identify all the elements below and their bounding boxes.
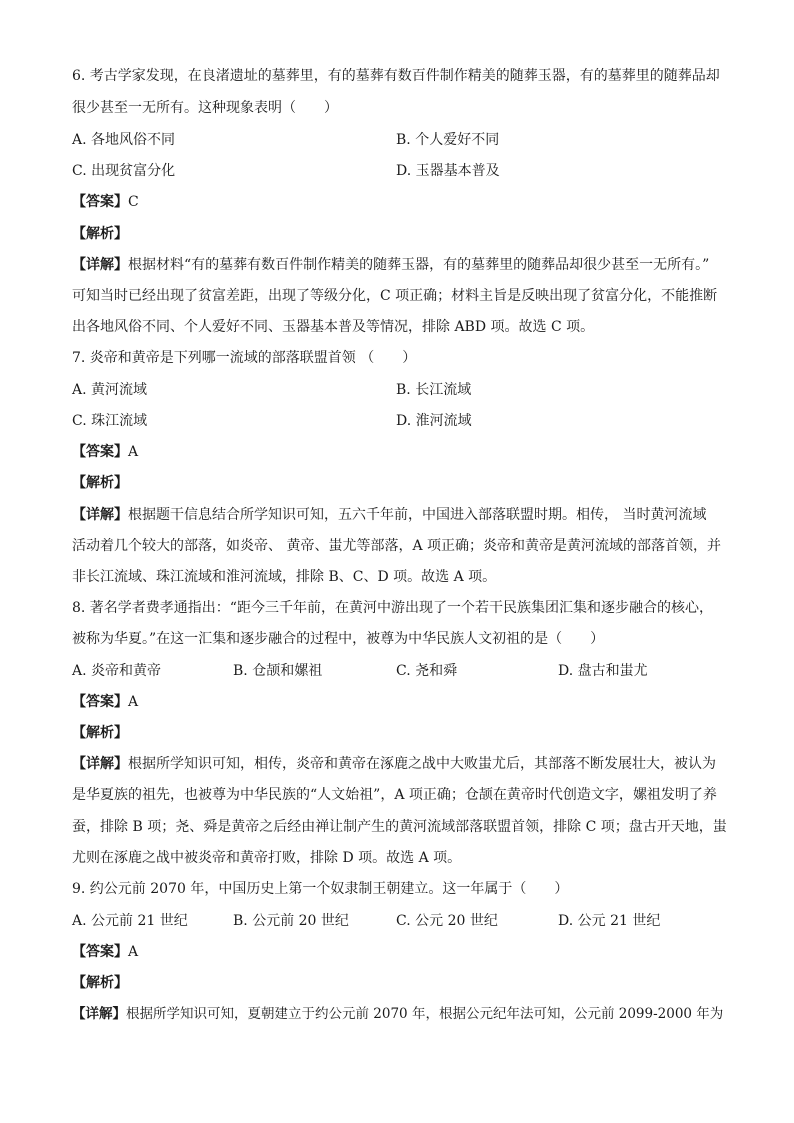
question-7-stem-line-1: 7. 炎帝和黄帝是下列哪一流域的部落联盟首领 （ ） [72, 350, 417, 366]
detail-label: 【详解】 [72, 756, 128, 772]
answer-label: 【答案】 [72, 194, 128, 210]
question-8-option-a: A. 炎帝和黄帝 [72, 663, 162, 679]
question-8-option-d: D. 盘古和蚩尤 [558, 663, 648, 679]
question-8-stem-line-2: 被称为华夏。”在这一汇集和逐步融合的过程中，被尊为中华民族人文初祖的是（ ） [72, 631, 605, 647]
detail-text: 根据所学知识可知，夏朝建立于约公元前 2070 年，根据公元纪年法可知，公元前 2099-2000 年为 [126, 1006, 724, 1022]
question-7-detail-line-3: 非长江流域、珠江流域和淮河流域，排除 B、C、D 项。故选 A 项。 [72, 569, 497, 585]
detail-text: 根据所学知识可知，相传，炎帝和黄帝在涿鹿之战中大败蚩尤后，其部落不断发展壮大，被认为 [128, 756, 716, 772]
question-9-option-b: B. 公元前 20 世纪 [233, 913, 349, 929]
detail-label: 【详解】 [72, 507, 128, 523]
question-7-option-a: A. 黄河流域 [72, 382, 148, 398]
question-7-option-c: C. 珠江流域 [72, 413, 148, 429]
question-7-option-d: D. 淮河流域 [396, 413, 472, 429]
question-7-analysis-label: 【解析】 [72, 475, 128, 491]
question-8-detail-line-1 [72, 755, 732, 773]
question-8-option-c: C. 尧和舜 [396, 663, 458, 679]
detail-text: 根据题干信息结合所学知识可知，五六千年前，中国进入部落联盟时期。相传， 当时黄河流域 [128, 507, 707, 523]
answer-value: A [128, 444, 139, 460]
question-6-stem-line-1: 6. 考古学家发现，在良渚遗址的墓葬里，有的墓葬有数百件制作精美的随葬玉器，有的墓葬里的随葬品却 [72, 68, 720, 84]
answer-value: A [128, 944, 139, 960]
question-6-detail-line-1 [72, 256, 732, 274]
answer-value: C [128, 194, 139, 210]
detail-label: 【详解】 [72, 1006, 126, 1022]
answer-label: 【答案】 [72, 694, 128, 710]
question-6-option-d: D. 玉器基本普及 [396, 163, 500, 179]
question-7-detail-line-2: 活动着几个较大的部落，如炎帝、 黄帝、蚩尤等部落，A 项正确；炎帝和黄帝是黄河流域的部落首领，并 [72, 538, 722, 554]
question-9-analysis-label: 【解析】 [72, 975, 128, 991]
question-6-detail-line-2: 可知当时已经出现了贫富差距，出现了等级分化，C 项正确；材料主旨是反映出现了贫富分化，不能推断 [72, 288, 718, 304]
question-8-answer [72, 693, 732, 711]
detail-label: 【详解】 [72, 257, 128, 273]
question-6-option-a: A. 各地风俗不同 [72, 132, 176, 148]
question-6-answer [72, 193, 732, 211]
question-6-analysis-label: 【解析】 [72, 226, 128, 242]
question-9-answer [72, 943, 732, 961]
answer-label: 【答案】 [72, 944, 128, 960]
question-7-option-b: B. 长江流域 [396, 382, 472, 398]
question-8-detail-line-3: 蚕，排除 B 项；尧、舜是黄帝之后经由禅让制产生的黄河流域部落联盟首领，排除 C 项；盘古开天地，蚩 [72, 819, 727, 835]
detail-text: 根据材料“有的墓葬有数百件制作精美的随葬玉器，有的墓葬里的随葬品却很少甚至一无所有。” [128, 257, 710, 273]
question-9-stem-line-1: 9. 约公元前 2070 年，中国历史上第一个奴隶制王朝建立。这一年属于（ ） [72, 881, 569, 897]
question-7-detail-line-1 [72, 506, 732, 524]
question-8-stem-line-1: 8. 著名学者费孝通指出：“距今三千年前，在黄河中游出现了一个若干民族集团汇集和逐步融合的核心， [72, 600, 713, 616]
question-6-detail-line-3: 出各地风俗不同、个人爱好不同、玉器基本普及等情况，排除 ABD 项。故选 C 项。 [72, 319, 595, 335]
question-8-detail-line-4: 尤则在涿鹿之战中被炎帝和黄帝打败，排除 D 项。故选 A 项。 [72, 850, 462, 866]
question-6-option-c: C. 出现贫富分化 [72, 163, 176, 179]
question-9-option-a: A. 公元前 21 世纪 [72, 913, 188, 929]
question-9-option-c: C. 公元 20 世纪 [396, 913, 498, 929]
answer-label: 【答案】 [72, 444, 128, 460]
question-9-option-d: D. 公元 21 世纪 [558, 913, 661, 929]
question-8-detail-line-2: 是华夏族的祖先，也被尊为中华民族的“人文始祖”，A 项正确；仓颉在黄帝时代创造文字，嫘祖发明了养 [72, 787, 717, 803]
question-6-stem-line-2: 很少甚至一无所有。这种现象表明（ ） [72, 100, 338, 116]
question-6-option-b: B. 个人爱好不同 [396, 132, 500, 148]
question-9-detail-line-1 [72, 1005, 732, 1023]
question-8-option-b: B. 仓颉和嫘祖 [233, 663, 323, 679]
question-7-answer [72, 443, 732, 461]
question-8-analysis-label: 【解析】 [72, 725, 128, 741]
answer-value: A [128, 694, 139, 710]
